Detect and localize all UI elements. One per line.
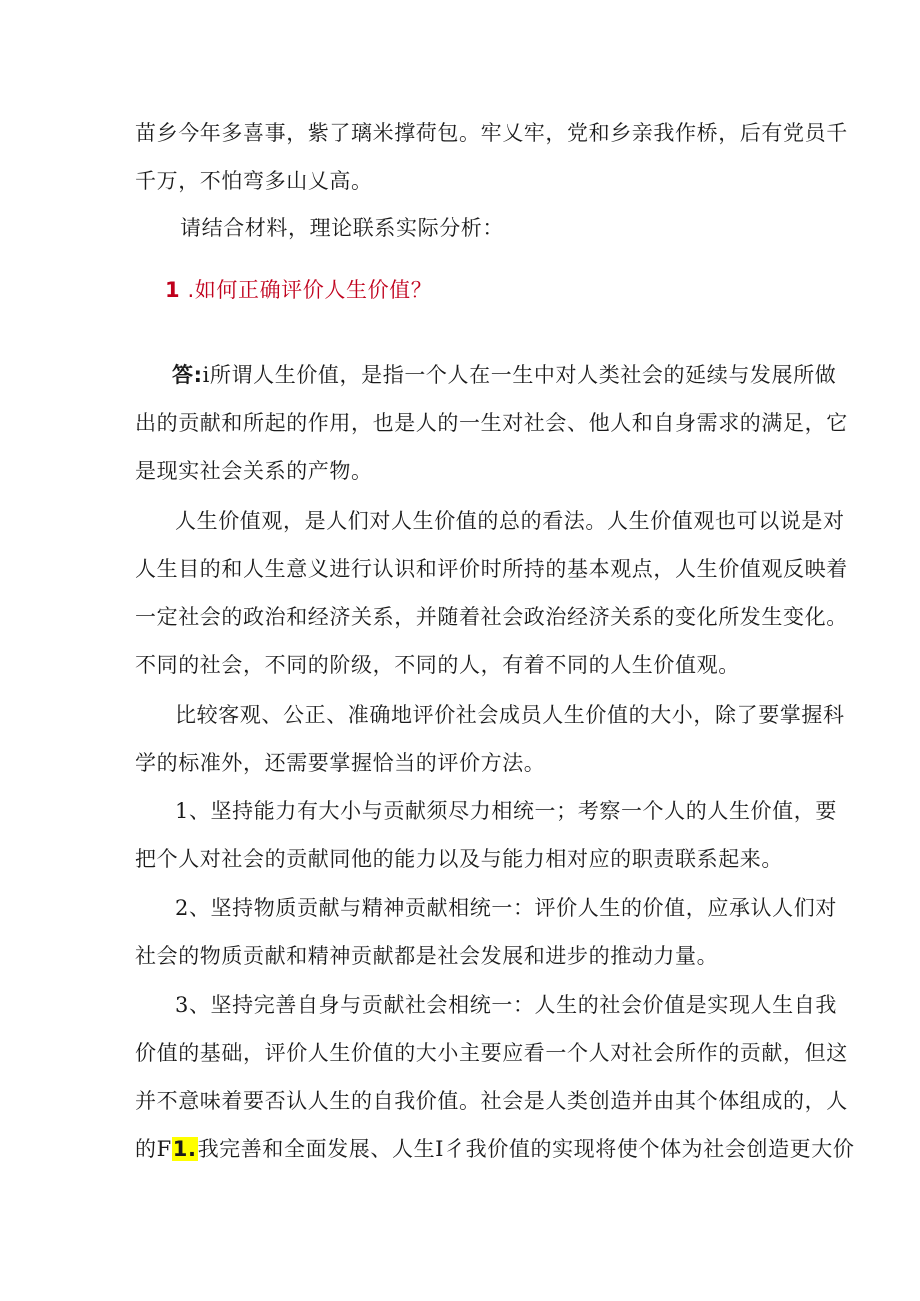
point3-line-2: 价值的基础，评价人生价值的大小主要应看一个人对社会所作的贡献，但这	[135, 1041, 848, 1065]
question-number: 1	[165, 278, 181, 302]
answer-text-1: i所谓人生价值，是指一个人在一生中对人类社会的延续与发展所做	[202, 363, 837, 387]
point3-line-3: 并不意味着要否认人生的自我价值。社会是人类创造并由其个体组成的，人	[135, 1089, 848, 1113]
material-line-1: 苗乡今年多喜事，紫了璃米撑荷包。牢乂牢，党和乡亲我作桥，后有党员千	[135, 121, 848, 145]
material-line-2: 千万，不怕弯多山乂高。	[135, 169, 373, 193]
highlighted-mark: 1.	[172, 1137, 197, 1161]
paragraph3-line-2: 学的标准外，还需要掌握恰当的评价方法。	[135, 751, 546, 775]
last-line	[135, 1136, 854, 1162]
last-line-end: 我完善和全面发展、人生I彳我价值的实现将使个体为社会创造更大价	[197, 1137, 855, 1161]
point1-line-2: 把个人对社会的贡献同他的能力以及与能力相对应的职责联系起来。	[135, 847, 783, 871]
answer-label: 答:	[172, 363, 203, 387]
question-prompt: 请结合材料，理论联系实际分析：	[180, 216, 504, 240]
answer-line-3: 是现实社会关系的产物。	[135, 459, 373, 483]
point2-line-2: 社会的物质贡献和精神贡献都是社会发展和进步的推动力量。	[135, 944, 719, 968]
paragraph2-line-2: 人生目的和人生意义进行认识和评价时所持的基本观点，人生价值观反映着	[135, 557, 848, 581]
last-line-start: 的F	[135, 1137, 172, 1161]
point3-line-1: 3、坚持完善自身与贡献社会相统一：人生的社会价值是实现人生自我	[175, 993, 837, 1017]
point2-line-1: 2、坚持物质贡献与精神贡献相统一：评价人生的价值，应承认人们对	[175, 896, 837, 920]
answer-line-2: 出的贡献和所起的作用，也是人的一生对社会、他人和自身需求的满足，它	[135, 411, 848, 435]
paragraph2-line-3: 一定社会的政治和经济关系，并随着社会政治经济关系的变化所发生变化。	[135, 605, 848, 629]
point1-line-1: 1、坚持能力有大小与贡献须尽力相统一；考察一个人的人生价值，要	[175, 799, 837, 823]
paragraph2-line-1: 人生价值观，是人们对人生价值的总的看法。人生价值观也可以说是对	[175, 509, 845, 533]
question-heading	[165, 277, 432, 303]
paragraph3-line-1: 比较客观、公正、准确地评价社会成员人生价值的大小，除了要掌握科	[175, 703, 845, 727]
question-text: .如何正确评价人生价值？	[187, 278, 433, 302]
paragraph2-line-4: 不同的社会，不同的阶级，不同的人，有着不同的人生价值观。	[135, 653, 740, 677]
answer-line-1	[172, 362, 836, 388]
